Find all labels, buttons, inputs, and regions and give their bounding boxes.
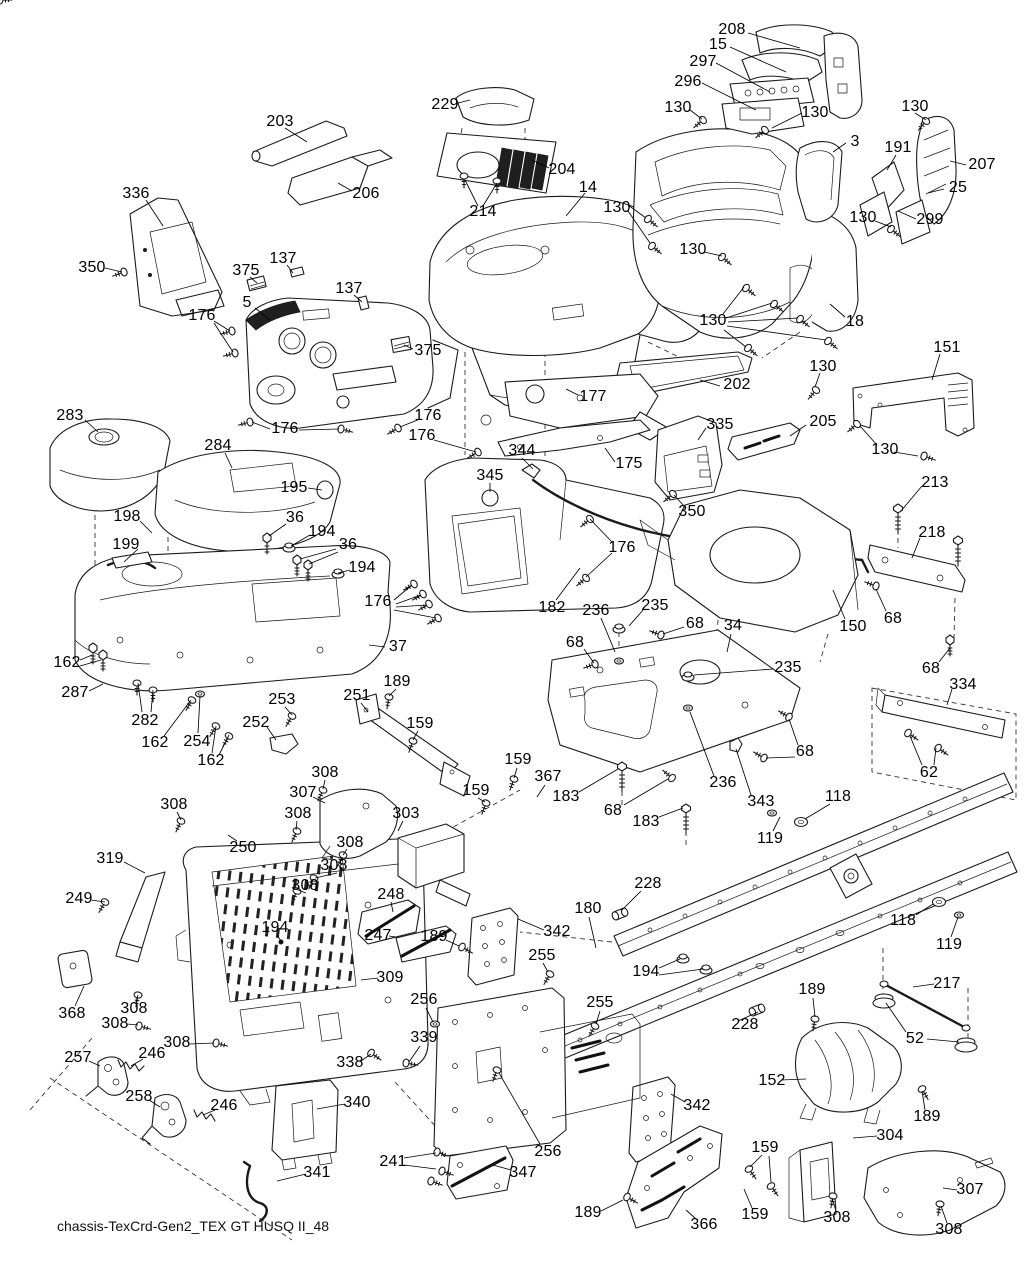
drawbar-218 xyxy=(868,504,965,592)
dashboard-5 xyxy=(246,298,458,428)
part-label-241: 241 xyxy=(379,1153,407,1170)
part-label-308: 308 xyxy=(284,805,312,822)
part-label-299: 299 xyxy=(916,211,944,228)
part-label-194: 194 xyxy=(261,919,289,936)
part-label-204: 204 xyxy=(548,161,576,178)
part-label-152: 152 xyxy=(758,1072,786,1089)
part-label-205: 205 xyxy=(809,413,837,430)
part-label-256: 256 xyxy=(410,991,438,1008)
part-label-309: 309 xyxy=(376,969,404,986)
hood-insert-229 xyxy=(456,88,534,125)
bracket-334 xyxy=(876,688,1005,758)
part-label-253: 253 xyxy=(268,691,296,708)
part-label-307: 307 xyxy=(956,1181,984,1198)
part-label-159: 159 xyxy=(406,715,434,732)
part-label-336: 336 xyxy=(122,185,150,202)
part-label-159: 159 xyxy=(462,782,490,799)
part-label-182: 182 xyxy=(538,599,566,616)
part-label-339: 339 xyxy=(410,1029,438,1046)
part-label-366: 366 xyxy=(690,1216,718,1233)
part-label-213: 213 xyxy=(921,474,949,491)
part-label-195: 195 xyxy=(280,479,308,496)
part-label-258: 258 xyxy=(125,1088,153,1105)
part-label-203: 203 xyxy=(266,113,294,130)
part-label-308: 308 xyxy=(120,1000,148,1017)
grille-trim-203 xyxy=(252,121,347,166)
front-frame-plate xyxy=(434,988,640,1156)
part-label-218: 218 xyxy=(918,524,946,541)
part-label-342: 342 xyxy=(543,923,571,940)
part-label-15: 15 xyxy=(708,36,728,53)
part-label-68: 68 xyxy=(685,615,705,632)
part-label-159: 159 xyxy=(504,751,532,768)
shield-307-right xyxy=(864,1151,1005,1235)
part-label-236: 236 xyxy=(582,602,610,619)
part-label-255: 255 xyxy=(586,994,614,1011)
part-label-341: 341 xyxy=(303,1164,331,1181)
part-label-207: 207 xyxy=(968,156,996,173)
diagram-footer-text: chassis-TexCrd-Gen2_TEX GT HUSQ II_48 xyxy=(57,1218,330,1234)
channel-304 xyxy=(789,1142,836,1222)
part-label-119: 119 xyxy=(756,830,784,847)
part-label-304: 304 xyxy=(876,1127,904,1144)
part-label-14: 14 xyxy=(578,179,598,196)
part-label-68: 68 xyxy=(565,634,585,651)
part-label-189: 189 xyxy=(420,928,448,945)
part-label-338: 338 xyxy=(336,1054,364,1071)
part-label-194: 194 xyxy=(632,963,660,980)
support-strut-251 xyxy=(356,694,470,796)
part-label-194: 194 xyxy=(308,523,336,540)
part-label-252: 252 xyxy=(242,714,270,731)
part-label-248: 248 xyxy=(377,886,405,903)
part-label-176: 176 xyxy=(414,407,442,424)
part-label-119: 119 xyxy=(935,936,963,953)
part-label-208: 208 xyxy=(718,21,746,38)
part-label-296: 296 xyxy=(674,73,702,90)
engine-plate-150 xyxy=(640,490,858,632)
part-label-189: 189 xyxy=(913,1108,941,1125)
grille-trim-206 xyxy=(288,150,392,205)
seat-pan-284 xyxy=(155,450,340,551)
part-label-180: 180 xyxy=(574,900,602,917)
bracket-151 xyxy=(853,373,974,436)
part-label-189: 189 xyxy=(383,673,411,690)
part-label-183: 183 xyxy=(632,813,660,830)
part-label-37: 37 xyxy=(388,638,408,655)
part-label-3: 3 xyxy=(850,133,860,150)
rod-341 xyxy=(244,1162,267,1221)
part-label-308: 308 xyxy=(311,764,339,781)
part-label-176: 176 xyxy=(408,427,436,444)
part-label-228: 228 xyxy=(731,1016,759,1033)
part-label-375: 375 xyxy=(414,342,442,359)
side-panel-335 xyxy=(655,416,722,500)
part-label-199: 199 xyxy=(112,536,140,553)
part-label-308: 308 xyxy=(101,1015,129,1032)
trim-205 xyxy=(728,423,800,460)
part-label-118: 118 xyxy=(824,788,852,805)
part-label-251: 251 xyxy=(343,687,371,704)
part-label-130: 130 xyxy=(901,98,929,115)
part-label-375: 375 xyxy=(232,262,260,279)
part-label-130: 130 xyxy=(871,441,899,458)
part-label-284: 284 xyxy=(204,437,232,454)
part-label-342: 342 xyxy=(683,1097,711,1114)
part-label-235: 235 xyxy=(774,659,802,676)
part-label-159: 159 xyxy=(741,1206,769,1223)
part-label-256: 256 xyxy=(534,1143,562,1160)
part-label-162: 162 xyxy=(53,654,81,671)
part-label-246: 246 xyxy=(210,1097,238,1114)
part-label-254: 254 xyxy=(183,733,211,750)
part-label-367: 367 xyxy=(534,768,562,785)
part-label-249: 249 xyxy=(65,890,93,907)
part-label-183: 183 xyxy=(552,788,580,805)
part-label-36: 36 xyxy=(285,509,305,526)
part-label-236: 236 xyxy=(709,774,737,791)
part-label-255: 255 xyxy=(528,947,556,964)
part-label-137: 137 xyxy=(335,280,363,297)
part-label-5: 5 xyxy=(242,294,252,311)
axle-bracket-342-left xyxy=(468,908,518,985)
side-plate-3 xyxy=(796,142,842,222)
part-label-217: 217 xyxy=(933,975,961,992)
part-label-68: 68 xyxy=(883,610,903,627)
seat-bracket-152 xyxy=(795,1023,901,1124)
part-label-130: 130 xyxy=(679,241,707,258)
part-label-130: 130 xyxy=(849,209,877,226)
part-label-68: 68 xyxy=(921,660,941,677)
part-label-303: 303 xyxy=(392,805,420,822)
part-label-319: 319 xyxy=(96,850,124,867)
part-label-130: 130 xyxy=(801,104,829,121)
bracket-319 xyxy=(116,872,165,962)
part-label-235: 235 xyxy=(641,597,669,614)
part-label-198: 198 xyxy=(113,508,141,525)
part-label-118: 118 xyxy=(889,912,917,929)
part-label-130: 130 xyxy=(664,99,692,116)
part-label-308: 308 xyxy=(823,1209,851,1226)
part-label-36: 36 xyxy=(338,536,358,553)
part-label-68: 68 xyxy=(603,802,623,819)
part-label-345: 345 xyxy=(476,467,504,484)
part-label-308: 308 xyxy=(160,796,188,813)
part-label-368: 368 xyxy=(58,1005,86,1022)
part-label-347: 347 xyxy=(509,1164,537,1181)
part-label-25: 25 xyxy=(948,179,968,196)
part-label-350: 350 xyxy=(678,503,706,520)
part-label-137: 137 xyxy=(269,250,297,267)
part-label-283: 283 xyxy=(56,407,84,424)
part-label-343: 343 xyxy=(747,793,775,810)
part-label-130: 130 xyxy=(603,199,631,216)
firewall-panel-250-309 xyxy=(176,839,428,1105)
part-label-68: 68 xyxy=(795,743,815,760)
part-label-52: 52 xyxy=(905,1030,925,1047)
part-label-176: 176 xyxy=(271,420,299,437)
part-label-257: 257 xyxy=(64,1049,92,1066)
frame-rail-180 xyxy=(614,773,1013,956)
part-label-130: 130 xyxy=(699,312,727,329)
part-label-229: 229 xyxy=(431,96,459,113)
part-label-189: 189 xyxy=(798,981,826,998)
part-label-247: 247 xyxy=(364,927,392,944)
part-label-162: 162 xyxy=(141,734,169,751)
part-label-177: 177 xyxy=(579,388,607,405)
part-label-250: 250 xyxy=(229,839,257,856)
part-label-308: 308 xyxy=(336,834,364,851)
part-label-308: 308 xyxy=(935,1221,963,1238)
heat-shields-191-207-299 xyxy=(860,116,956,244)
cover-plate-340 xyxy=(272,1080,338,1170)
part-label-176: 176 xyxy=(364,593,392,610)
part-label-335: 335 xyxy=(706,416,734,433)
support-bracket-336 xyxy=(130,198,224,316)
part-label-308: 308 xyxy=(291,877,319,894)
part-label-191: 191 xyxy=(884,139,912,156)
part-label-176: 176 xyxy=(188,307,216,324)
part-label-130: 130 xyxy=(809,358,837,375)
part-label-308: 308 xyxy=(163,1034,191,1051)
latch-258 xyxy=(142,1095,186,1144)
part-label-228: 228 xyxy=(634,875,662,892)
part-label-150: 150 xyxy=(839,618,867,635)
part-label-151: 151 xyxy=(933,339,961,356)
part-label-282: 282 xyxy=(131,712,159,729)
stabilizer-rod-217 xyxy=(873,981,977,1052)
part-label-159: 159 xyxy=(751,1139,779,1156)
part-label-176: 176 xyxy=(608,539,636,556)
part-label-308: 308 xyxy=(320,857,348,874)
part-label-246: 246 xyxy=(138,1045,166,1062)
part-label-344: 344 xyxy=(508,442,536,459)
part-label-334: 334 xyxy=(949,676,977,693)
part-label-340: 340 xyxy=(343,1094,371,1111)
part-label-350: 350 xyxy=(78,259,106,276)
tank-cover-283 xyxy=(50,419,170,511)
part-label-34: 34 xyxy=(723,617,743,634)
part-label-214: 214 xyxy=(469,203,497,220)
part-label-206: 206 xyxy=(352,185,380,202)
part-label-62: 62 xyxy=(919,764,939,781)
part-label-287: 287 xyxy=(61,684,89,701)
part-label-189: 189 xyxy=(574,1204,602,1221)
part-label-297: 297 xyxy=(689,53,717,70)
part-label-162: 162 xyxy=(197,752,225,769)
part-label-18: 18 xyxy=(845,313,865,330)
part-label-202: 202 xyxy=(723,376,751,393)
part-label-194: 194 xyxy=(348,559,376,576)
part-label-175: 175 xyxy=(615,455,643,472)
pad-368 xyxy=(57,950,92,989)
part-label-307: 307 xyxy=(289,784,317,801)
